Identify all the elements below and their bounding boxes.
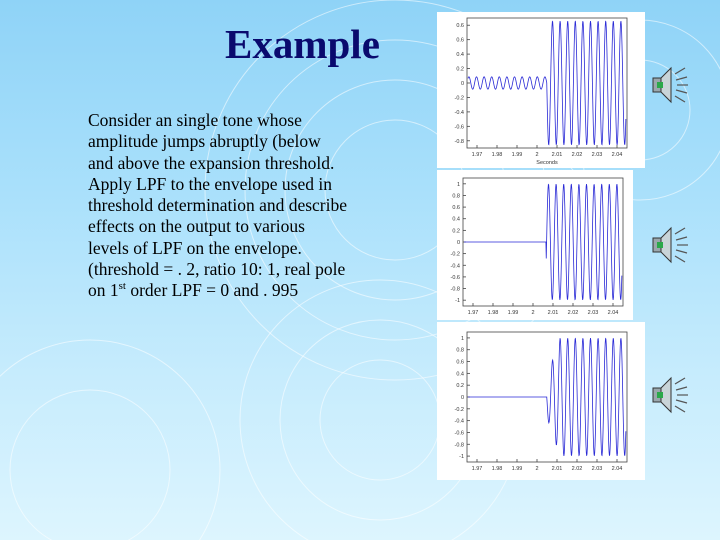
x-tick-label: 2 bbox=[531, 310, 535, 316]
y-tick-label: 0.2 bbox=[456, 66, 464, 73]
speaker-icon[interactable] bbox=[645, 62, 691, 108]
y-tick-label: 0.6 bbox=[456, 359, 464, 366]
x-tick-label: 1.97 bbox=[471, 152, 483, 158]
x-tick-label: 1.97 bbox=[467, 310, 479, 316]
y-tick-label: -1 bbox=[455, 298, 460, 305]
body-line: levels of LPF on the envelope. bbox=[88, 237, 302, 258]
speaker-icon[interactable] bbox=[645, 222, 691, 268]
y-tick-label: 0 bbox=[460, 395, 464, 401]
y-tick-label: -0.4 bbox=[454, 109, 464, 116]
slide-title: Example bbox=[225, 21, 380, 67]
waveform-plot-2 bbox=[437, 170, 633, 320]
ordinal-superscript: st bbox=[118, 280, 126, 293]
params-line-2-prefix: on 1 bbox=[88, 280, 119, 301]
y-tick-label: 0.4 bbox=[456, 52, 464, 59]
signal-trace bbox=[468, 338, 626, 456]
y-tick-label: -1 bbox=[459, 454, 464, 461]
x-tick-label: 2.02 bbox=[571, 466, 583, 472]
x-tick-label: 2.03 bbox=[591, 466, 603, 472]
x-tick-label: 2.03 bbox=[591, 152, 603, 158]
x-tick-label: 2.01 bbox=[551, 152, 563, 158]
x-tick-label: 1.98 bbox=[491, 152, 503, 158]
x-tick-label: 2.03 bbox=[587, 310, 599, 316]
y-tick-label: -0.8 bbox=[454, 138, 464, 145]
y-tick-label: 0.4 bbox=[452, 216, 460, 223]
x-tick-label: 2.04 bbox=[611, 152, 623, 158]
y-tick-label: -0.4 bbox=[454, 418, 464, 425]
waveform-plot-1 bbox=[437, 12, 645, 168]
y-tick-label: 1 bbox=[460, 335, 464, 342]
x-tick-label: 1.98 bbox=[491, 466, 503, 472]
params-line-2 bbox=[88, 280, 393, 301]
y-tick-label: -0.6 bbox=[450, 274, 460, 281]
y-tick-label: -0.6 bbox=[454, 430, 464, 437]
body-line: effects on the output to various bbox=[88, 216, 305, 237]
y-tick-label: -0.6 bbox=[454, 124, 464, 131]
x-tick-label: 2 bbox=[535, 152, 539, 158]
x-tick-label: 1.99 bbox=[511, 152, 523, 158]
body-line: Consider an single tone whose bbox=[88, 110, 302, 130]
speaker-icon-graphic bbox=[645, 372, 691, 418]
y-tick-label: -0.4 bbox=[450, 263, 460, 270]
y-tick-label: 0.6 bbox=[456, 37, 464, 44]
params-line-1: (threshold = . 2, ratio 10: 1, real pole bbox=[88, 259, 346, 280]
x-tick-label: 1.99 bbox=[511, 466, 523, 472]
y-tick-label: 0.6 bbox=[456, 23, 464, 30]
speaker-icon-graphic bbox=[645, 222, 691, 268]
body-line: and above the expansion threshold. bbox=[88, 152, 335, 173]
y-tick-label: 0.2 bbox=[456, 383, 464, 390]
y-tick-label: 0.6 bbox=[452, 205, 460, 212]
y-tick-label: -0.2 bbox=[450, 251, 460, 258]
x-tick-label: 1.99 bbox=[507, 310, 519, 316]
x-tick-label: 2.04 bbox=[611, 466, 623, 472]
y-tick-label: 0.2 bbox=[452, 228, 460, 235]
x-tick-label: 2.01 bbox=[551, 466, 563, 472]
speaker-icon[interactable] bbox=[645, 372, 691, 418]
signal-trace bbox=[468, 21, 626, 145]
y-tick-label: -0.2 bbox=[454, 406, 464, 413]
x-tick-label: 2.02 bbox=[571, 152, 583, 158]
x-tick-label: 2 bbox=[535, 466, 539, 472]
y-tick-label: 0 bbox=[460, 81, 464, 87]
y-tick-label: -0.2 bbox=[454, 95, 464, 102]
x-axis-label: Seconds bbox=[536, 160, 558, 166]
y-tick-label: 0 bbox=[456, 240, 460, 246]
signal-trace bbox=[464, 184, 622, 300]
y-tick-label: -0.8 bbox=[454, 442, 464, 449]
y-tick-label: 0.8 bbox=[452, 193, 460, 200]
plot-panel-2 bbox=[437, 170, 633, 320]
slide-body-text bbox=[88, 110, 393, 302]
plot-panel-3 bbox=[437, 322, 645, 480]
x-tick-label: 2.04 bbox=[607, 310, 619, 316]
x-tick-label: 2.01 bbox=[547, 310, 559, 316]
waveform-plot-3 bbox=[437, 322, 645, 480]
x-tick-label: 1.97 bbox=[471, 466, 483, 472]
x-tick-label: 1.98 bbox=[487, 310, 499, 316]
body-line: amplitude jumps abruptly (below bbox=[88, 131, 321, 152]
y-tick-label: 1 bbox=[456, 181, 460, 188]
y-tick-label: 0.8 bbox=[456, 347, 464, 354]
y-tick-label: 0.4 bbox=[456, 371, 464, 378]
speaker-icon-graphic bbox=[645, 62, 691, 108]
x-tick-label: 2.02 bbox=[567, 310, 579, 316]
params-line-2-suffix: order LPF = 0 and . 995 bbox=[125, 280, 299, 301]
body-line: threshold determination and describe bbox=[88, 195, 348, 216]
y-tick-label: -0.8 bbox=[450, 286, 460, 293]
plot-panel-1 bbox=[437, 12, 645, 168]
body-line: Apply LPF to the envelope used in bbox=[88, 173, 333, 194]
